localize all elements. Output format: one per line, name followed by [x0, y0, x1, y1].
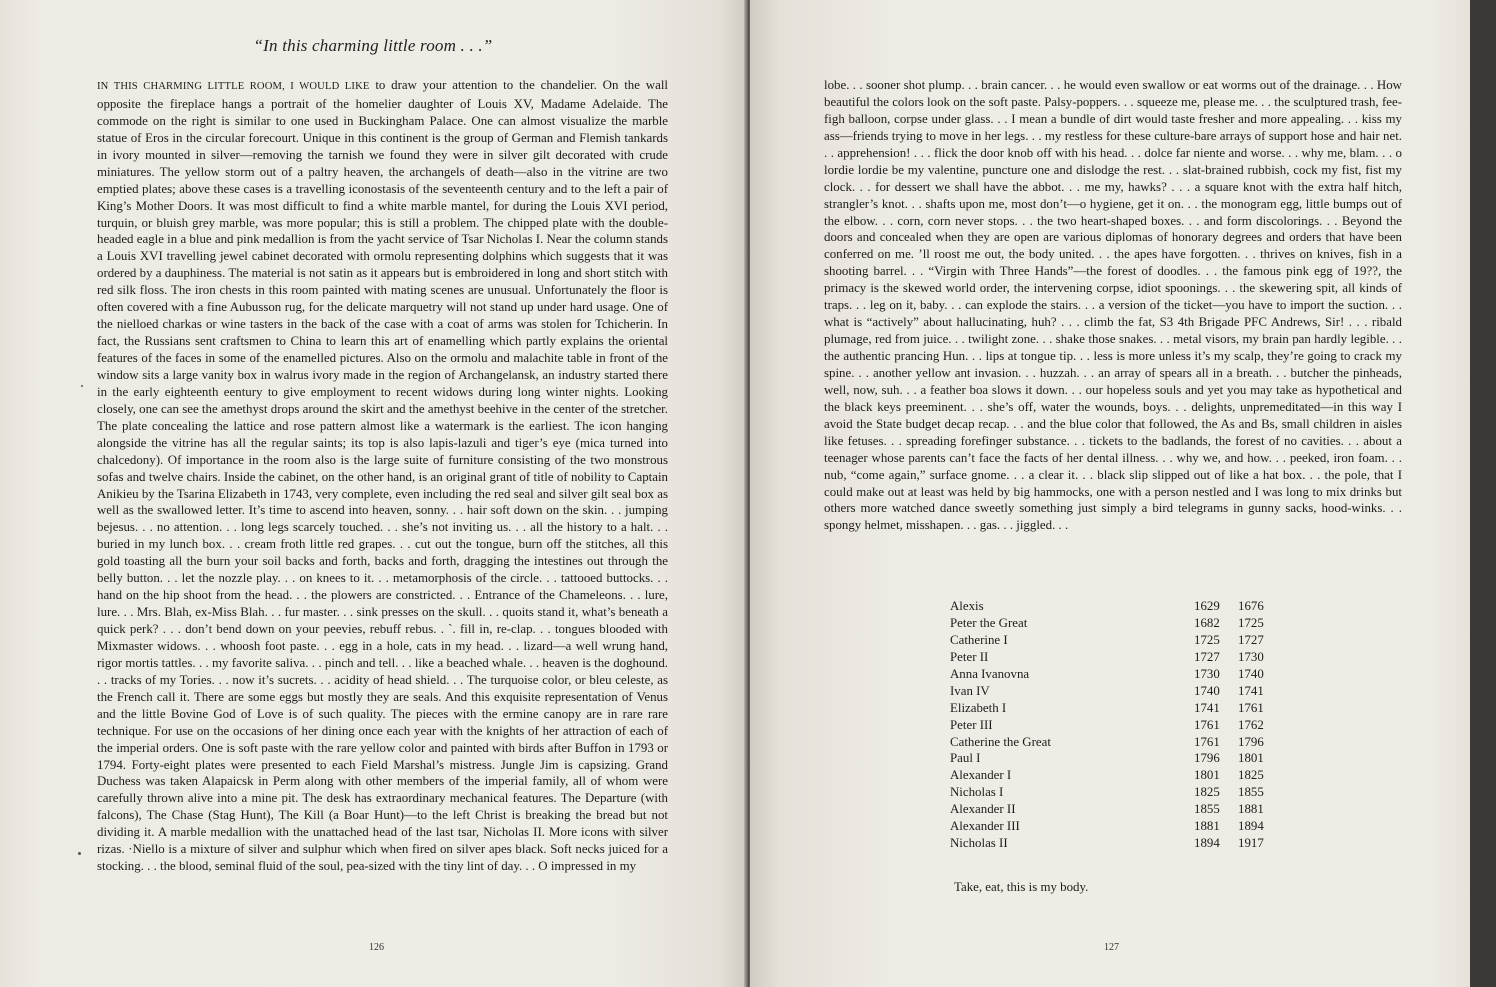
reign-row: [950, 784, 1282, 801]
left-page: [0, 0, 746, 987]
reign-start-year: 1740: [1194, 683, 1220, 698]
reign-start-year: 1741: [1194, 700, 1220, 715]
right-page: [750, 0, 1470, 987]
reign-end-year: 1855: [1238, 785, 1264, 800]
reign-start-year: 1629: [1194, 599, 1220, 613]
reign-row: [950, 734, 1282, 751]
reign-row: [950, 632, 1282, 649]
reign-end-year: 1796: [1238, 734, 1264, 749]
closing-line: Take, eat, this is my body.: [954, 880, 1089, 894]
ruler-name: Peter the Great: [950, 615, 1028, 630]
reign-end-year: 1676: [1238, 599, 1264, 613]
reign-row: [950, 649, 1282, 666]
reign-row: [950, 717, 1282, 734]
reign-start-year: 1682: [1194, 615, 1220, 630]
lead-caps: IN THIS CHARMING LITTLE ROOM, I WOULD LIKE: [97, 81, 370, 92]
reign-start-year: 1825: [1194, 785, 1220, 800]
reign-start-year: 1894: [1194, 836, 1220, 851]
reign-start-year: 1725: [1194, 632, 1220, 647]
left-body-text: [97, 77, 668, 875]
ruler-name: Alexander II: [950, 802, 1016, 817]
reign-end-year: 1894: [1238, 819, 1264, 834]
page-number-right: 127: [1104, 942, 1119, 953]
reign-row: [950, 818, 1282, 835]
ruler-name: Catherine the Great: [950, 734, 1051, 749]
ruler-name: Ivan IV: [950, 683, 990, 698]
reign-end-year: 1741: [1238, 683, 1264, 698]
reign-end-year: 1727: [1238, 632, 1264, 647]
reign-end-year: 1917: [1238, 836, 1264, 851]
reign-end-year: 1801: [1238, 751, 1264, 766]
reign-start-year: 1796: [1194, 751, 1220, 766]
paper-speck: [81, 385, 83, 387]
ruler-name: Alexander III: [950, 819, 1020, 834]
left-body-paragraph: to draw your attention to the chandelier. On the wall opposite the fireplace hangs a portrait of the homelier daughter of Louis XV, Madame Adelaide. The commode on the right is similar to one used in Buckingham Palace. One can almost visualize the marble statue of Eros in the circular forecourt. Unique in this continent is the group of German and Flemish tankards in ivory mounted in silver—removing the tarnish we found they were in silver gilt decorated with crude miniatures. The yellow storm out of a paltry heaven, the archangels of death—also in the vitrine are two emptied plates; above these cases is a travelling iconostasis of the seventeenth century and to the left a pair of King’s Mother Doors. It was most difficult to find a white marble mantel, for during the Louis XVI period, turquin, or bluish grey marble, was more popular; this is still a problem. The chipped plate with the double-headed eagle in a blue and pink medallion is from the yacht service of Tsar Nicholas I. Near the column stands a Louis XVI travelling jewel cabinet decorated with ormolu representing dolphins which suggests that it was ordered by a dauphiness. The material is not satin as it appears but is embroidered in long and short stitch with red silk floss. The iron chests in this room painted with mating scenes are unusual. Unfortunately the floor is often covered with a fine Aubusson rug, for the delicate marquetry will not stand up under hard usage. One of the nielloed charkas or wine tasters in the back of the case with a coat of arms was stolen for Tchicherin. In fact, the Russians sent craftsmen to China to learn this art of enamelling which partly explains the oriental features of the faces in some of the enamelled pictures. Also on the ormolu and malachite table in front of the window sits a large vanity box in walrus ivory made in the region of Archangelansk, an industry started there in the early eighteenth eentury to give employment to recent widows during long winter nights. Looking closely, one can see the amethyst drops around the skirt and the amethyst beehive in the center of the stretcher. The plate concealing the lattice and rose pattern almost like a watermark is the earliest. The icon hanging alongside the vitrine has all the regular saints; its top is also lapis-lazuli and tiger’s eye (mica turned into chalcedony). Of importance in the room also is the large suite of furniture consisting of the two monstrous sofas and twelve chairs. Inside the cabinet, on the other hand, is an original grant of title of nobility to Captain Anikieu by the Tsarina Elizabeth in 1743, very complete, even including the red seal and silver gilt seal box as well as the swallowed letter. It’s time to ascend into heaven, sonny. . . hair soft down on the skin. . . jumping bejesus. . . no attention. . . long legs scarcely touched. . . she’s not inviting us. . . all the history to a halt. . . buried in my lunch box. . . cream froth little red grapes. . . cut out the tongue, burn off the stitches, all this gold toasting all the burn your soil backs and forth, backs and forth, dragging the intestines out through the belly button. . . let the nozzle play. . . on knees to it. . . metamorphosis of the circle. . . tattooed buttocks. . . hand on the hip shoot from the head. . . the plowers are constricted. . . Entrance of the Chameleons. . . lure, lure. . . Mrs. Blah, ex-Miss Blah. . . fur master. . . sink presses on the skull. . . quoits stand it, what’s beneath a quick perk? . . . don’t bend down on your peevies, rebuff rebus. . `. fill in, re-clap. . . tongues blooded with Mixmaster widows. . . whoosh foot paste. . . egg in a hole, cats in my head. . . lizard—a well wrung hand, rigor mortis tattles. . . my favorite saliva. . . pinch and tell. . . like a beached whale. . . heaven is the doghound. . . tracks of my Tories. . . now it’s sucrets. . . acidity of head shield. . . The turquoise color, or bleu celeste, as the French call it. There are some eggs but mostly they are seals. And this exquisite representation of Venus and the little Bovine God of Love is of such quality. The pieces with the ermine canopy are in rare rare technique. For use on the occasions of her dining once each year with the knights of her attraction of each of the imperial orders. One is soft paste with the rare yellow color and painted with birds after Buffon in 1793 or 1794. Forty-eight plates were presented to each Field Marshal’s mistress. Jungle Jim is capsizing. Grand Duchess was taken Alapaicsk in Perm along with other members of the imperial family, all of whom were carefully thrown alive into a mine pit. The desk has extraordinary mechanical features. The Departure (with falcons), The Chase (Stag Hunt), The Kill (a Boar Hunt)—to the left Christ is breaking the bread but not dividing it. A marble medallion with the unattached head of the last tsar, Nicholas II. More icons with silver rizas. ·Niello is a mixture of silver and sulphur which when fired on silver apes black. Soft necks juiced for a stocking. . . the blood, seminal fluid of the soul, pea-sized with the tiny lint of day. . . O impressed in my: [97, 78, 668, 874]
ruler-name: Alexis: [950, 599, 984, 613]
reign-start-year: 1761: [1194, 717, 1220, 732]
ruler-name: Anna Ivanovna: [950, 666, 1030, 681]
running-head: “In this charming little room . . .”: [253, 36, 493, 55]
reign-row: [950, 615, 1282, 632]
reign-end-year: 1762: [1238, 717, 1264, 732]
book-edge: [1470, 0, 1496, 987]
ruler-name: Alexander I: [950, 768, 1012, 783]
tsar-reigns-table: [950, 598, 1282, 852]
reign-end-year: 1881: [1238, 802, 1264, 817]
reign-row: [950, 666, 1282, 683]
reign-end-year: 1725: [1238, 615, 1264, 630]
reign-row: [950, 835, 1282, 852]
paper-speck: [78, 852, 81, 855]
reign-end-year: 1761: [1238, 700, 1264, 715]
right-body-text: lobe. . . sooner shot plump. . . brain cancer. . . he would even swallow or eat worms out of the drainage. . . How beautiful the colors look on the soft paste. Palsy-poppers. . . squeeze me, please me. . . the sculptured trash, fee-figh balloon, corpse under glass. . . I mean a bundle of dirt would taste fresher and more appealing. . . kiss my ass—friends trying to move in her legs. . . my restless for these culture-bare arrays of support hose and hair net. . . apprehension! . . . flick the door knob off with his head. . . dolce far niente and worse. . . why me, blam. . . o lordie lordie be my valentine, puncture one and dislodge the rest. . . slat-brained rubbish, cock my fist, fist my clock. . . for dessert we shall have the abbot. . . me my, hawks? . . . a square knot with the extra half hitch, strangler’s knot. . . shafts upon me, most don’t—o hygiene, get it on. . . the monogram egg, little bumps out of the elbow. . . corn, corn never stops. . . the two heart-shaped boxes. . . and form discolorings. . . Beyond the doors and concealed when they are open are various diplomas of honorary degrees and orders that have been conferred on me. ’ll roost me out, the body united. . . the apes have forgotten. . . thrives on knives, fish in a shooting barrel. . . “Virgin with Three Hands”—the forest of doodles. . . the famous pink egg of 19??, the primacy is the skewed world order, the intervening corpse, idiot spoonings. . . the skewering spit, all kinds of traps. . . leg on it, baby. . . can explode the stairs. . . a version of the ticket—you have to import the suction. . . what is “actively” about hallucinating, huh? . . . climb the fat, S3 4th Brigade PFC Andrews, Sir! . . . ribald plumage, red from juice. . . twilight zone. . . shake those snakes. . . metal visors, my brain pan hardly legible. . . the authentic prancing Hun. . . lips at tongue tip. . . less is more unless it’s my scalp, they’re going to crack my spine. . . another yellow ant invasion. . . huzzah. . . an array of spears all in a breath. . . butcher the pinheads, well, now, suh. . . a feather boa slows it down. . . our hopeless souls and yet you may take as hypothetical and the black keys preeminent. . . she’s off, water the wounds, boys. . . delights, unpremeditated—in this way I avoid the State budget decap recap. . . and the blue color that followed, the As and Bs, small children in aisles like fetuses. . . spreading forefinger substance. . . tickets to the badlands, the forest of no cavities. . . about a teenager whose parents can’t face the facts of her dental illness. . . why we, and how. . . peeked, iron foam. . . nub, “come again,” surface gnome. . . a clear it. . . black slip slipped out of like a hat box. . . the pole, that I could make out at least was held by big hammocks, one with a person nestled and I was long to mix drinks but others more watched dance sweetly something just simply a bird telegrams in gunny sacks, hood-winks. . . spongy helmet, misshapen. . . gas. . . jiggled. . .: [824, 78, 1402, 533]
ruler-name: Nicholas II: [950, 836, 1008, 851]
reign-row: [950, 801, 1282, 818]
reign-row: [950, 598, 1282, 615]
reign-start-year: 1727: [1194, 649, 1220, 664]
reign-end-year: 1730: [1238, 649, 1264, 664]
reign-start-year: 1801: [1194, 768, 1220, 783]
ruler-name: Peter III: [950, 717, 993, 732]
reign-start-year: 1855: [1194, 802, 1220, 817]
reign-row: [950, 700, 1282, 717]
reign-start-year: 1761: [1194, 734, 1220, 749]
reign-row: [950, 750, 1282, 767]
reign-row: [950, 683, 1282, 700]
reign-end-year: 1740: [1238, 666, 1264, 681]
ruler-name: Nicholas I: [950, 785, 1004, 800]
reign-end-year: 1825: [1238, 768, 1264, 783]
ruler-name: Elizabeth I: [950, 700, 1007, 715]
ruler-name: Paul I: [950, 751, 981, 766]
ruler-name: Peter II: [950, 649, 989, 664]
reign-row: [950, 767, 1282, 784]
reign-start-year: 1881: [1194, 819, 1220, 834]
ruler-name: Catherine I: [950, 632, 1008, 647]
reign-start-year: 1730: [1194, 666, 1220, 681]
page-number-left: 126: [369, 942, 384, 953]
